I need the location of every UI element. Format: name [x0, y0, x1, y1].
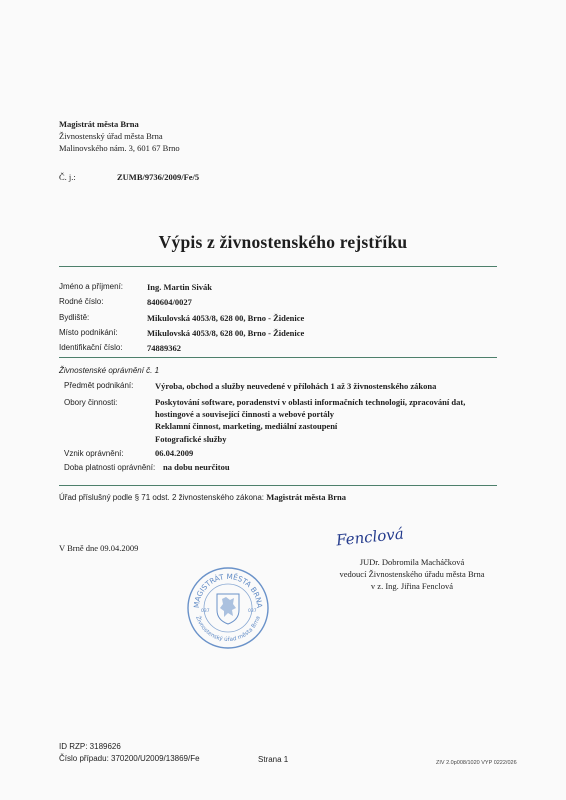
id-number-value: 74889362 — [147, 343, 181, 353]
coat-of-arms-icon — [217, 594, 239, 624]
office-address: Malinovského nám. 3, 601 67 Brno — [59, 143, 180, 153]
origin-value: 06.04.2009 — [155, 448, 194, 458]
field-line: Poskytování software, poradenství v oblasti informačních technologií, zpracování dat, — [155, 397, 466, 407]
competent-office-line — [59, 492, 346, 502]
competent-office-label: Úřad příslušný podle § 71 odst. 2 živnostenského zákona: — [59, 493, 265, 502]
form-code: ZIV 2.0p008/1020 VYP 0222/026 — [436, 760, 517, 766]
stamp-bottom-text: Živnostenský úřad města Brna — [194, 615, 262, 644]
subject-value: Výroba, obchod a služby neuvedené v přílohách 1 až 3 živnostenského zákona — [155, 381, 437, 391]
stamp-number-right: 037 — [248, 609, 257, 614]
issue-date: V Brně dne 09.04.2009 — [59, 543, 139, 553]
stamp-top-text: MAGISTRÁT MĚSTA BRNA — [191, 571, 265, 609]
name-value: Ing. Martin Sivák — [147, 282, 212, 292]
stamp-number-left: 037 — [201, 609, 210, 614]
origin-label: Vznik oprávnění: — [64, 449, 124, 458]
business-place-value: Mikulovská 4053/8, 628 00, Brno - Židenice — [147, 328, 305, 338]
validity-value: na dobu neurčitou — [163, 462, 230, 472]
validity-label: Doba platnosti oprávnění: — [64, 463, 156, 472]
office-name: Živnostenský úřad města Brna — [59, 131, 163, 141]
rzp-id: ID RZP: 3189626 — [59, 742, 121, 751]
field-line: hostingové a související činnosti a webové portály — [155, 409, 334, 419]
competent-office-value: Magistrát města Brna — [266, 492, 347, 502]
signatory-proxy: v z. Ing. Jiřina Fenclová — [370, 581, 454, 591]
residence-label: Bydliště: — [59, 313, 90, 322]
field-line: Fotografické služby — [155, 434, 227, 444]
authority-name: Magistrát města Brna — [59, 119, 139, 129]
license-divider — [59, 485, 497, 486]
subject-label: Předmět podnikání: — [64, 381, 134, 390]
residence-value: Mikulovská 4053/8, 628 00, Brno - Židenice — [147, 313, 305, 323]
official-stamp — [186, 566, 270, 650]
document-title: Výpis z živnostenského rejstříku — [158, 232, 408, 252]
case-number: Číslo případu: 370200/U2009/13869/Fe — [59, 754, 200, 763]
reference-number: ZUMB/9736/2009/Fe/5 — [117, 172, 200, 182]
id-number-label: Identifikační číslo: — [59, 343, 123, 352]
birth-number-value: 840604/0027 — [147, 297, 192, 307]
reference-label: Č. j.: — [59, 172, 76, 182]
handwritten-signature: Fenclová — [335, 524, 405, 550]
person-divider — [59, 357, 497, 358]
business-place-label: Místo podnikání: — [59, 328, 118, 337]
field-line: Reklamní činnost, marketing, mediální zastoupení — [155, 421, 338, 431]
name-label: Jméno a příjmení: — [59, 282, 124, 291]
fields-label: Obory činnosti: — [64, 398, 118, 407]
license-heading: Živnostenské oprávnění č. 1 — [59, 366, 160, 375]
signatory-name: JUDr. Dobromila Macháčková — [359, 557, 465, 567]
page-number: Strana 1 — [258, 755, 289, 764]
birth-number-label: Rodné číslo: — [59, 297, 104, 306]
title-divider — [59, 266, 497, 267]
signatory-role: vedoucí Živnostenského úřadu města Brna — [339, 569, 485, 579]
